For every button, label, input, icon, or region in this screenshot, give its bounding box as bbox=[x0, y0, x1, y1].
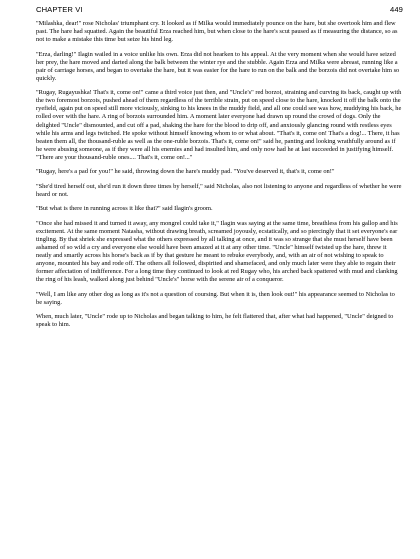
paragraph: "She'd tired herself out, she'd run it down three times by herself," said Nicholas, also not listening to anyone and regardless of whether he were heard or not. bbox=[36, 182, 402, 198]
paragraph: When, much later, "Uncle" rode up to Nicholas and began talking to him, he felt flattered that, after what had happened, "Uncle" deigned to speak to him. bbox=[36, 313, 394, 329]
paragraph: "Milashka, dear!" rose Nicholas' triumphant cry. It looked as if Milka would immediately pounce on the hare, but she overtook him and flew past. The hare had squatted. Again the beautiful Erza reached him, but when close to the hare's scut paused as if measuring the distance, so as not to make a mistake this time but seize his hind leg. bbox=[36, 20, 398, 44]
paragraph: "Well, I am like any other dog as long as it's not a question of coursing. But when it is, then look out!" his appearance seemed to Nicholas to be saying. bbox=[36, 290, 395, 306]
page-number: 449 bbox=[390, 5, 403, 14]
paragraph: "Rugay, here's a pad for you!" he said, throwing down the hare's muddy pad. "You've deserved it, that's it, come on!" bbox=[36, 168, 335, 176]
running-header bbox=[36, 5, 403, 14]
paragraph: "Rugay, Rugayushka! That's it, come on!" came a third voice just then, and "Uncle's" red borzoi, straining and curving its back, caught up with the two foremost borzois, pushed ahead of them regardless of the terrible strain, put on speed close to the hare, knocked it off the balk onto the ryefield, again put on speed still more viciously, sinking to his knees in the muddy field, and all one could see was how, muddying his back, he rolled over with the hare. A ring of borzois surrounded him. A moment later everyone had drawn up round the crowd of dogs. Only the delighted "Uncle" dismounted, and cut off a pad, shaking the hare for the blood to drip off, and anxiously glancing round with restless eyes while his arms and legs twitched. He spoke without himself knowing whom to or what about. "That's it, come on! That's a dog!... There, it has beaten them all, the thousand-ruble as well as the one-ruble borzois. That's it, come on!" said he, panting and looking wrathfully around as if he were abusing someone, as if they were all his enemies and had insulted him, and only now had he at last succeeded in justifying himself. "There are your thousand-ruble ones.... That's it, come on!..." bbox=[36, 89, 402, 161]
paragraph: "Once she had missed it and turned it away, any mongrel could take it," Ilagin was saying at the same time, breathless from his gallop and his excitement. At the same moment Natasha, without drawing breath, screamed joyously, ecstatically, and so piercingly that it set everyone's ear tingling. By that shriek she expressed what the others expressed by all talking at once, and it was so strange that she must herself have been ashamed of so wild a cry and everyone else would have been amazed at it at any other time. "Uncle" himself twisted up the hare, threw it neatly and smartly across his horse's back as if by that gesture he meant to rebuke everybody, and, with an air of not wishing to speak to anyone, mounted his bay and rode off. The others all followed, dispirited and shamefaced, and only much later were they able to regain their former affectation of indifference. For a long time they continued to look at red Rugay who, his arched back spattered with mud and clanking the ring of his leash, walked along just behind "Uncle's" horse with the serene air of a conqueror. bbox=[36, 219, 398, 284]
paragraph: "Erza, darling!" Ilagin wailed in a voice unlike his own. Erza did not hearken to his appeal. At the very moment when she would have seized her prey, the hare moved and darted along the balk between the winter rye and the stubble. Again Erza and Milka were abreast, running like a pair of carriage horses, and began to overtake the hare, but it was easier for the hare to run on the balk and the borzois did not overtake him so quickly. bbox=[36, 50, 400, 82]
chapter-title: CHAPTER VI bbox=[36, 5, 83, 14]
page-body bbox=[36, 20, 402, 336]
paragraph: "But what is there in running across it like that?" said Ilagin's groom. bbox=[36, 205, 213, 213]
